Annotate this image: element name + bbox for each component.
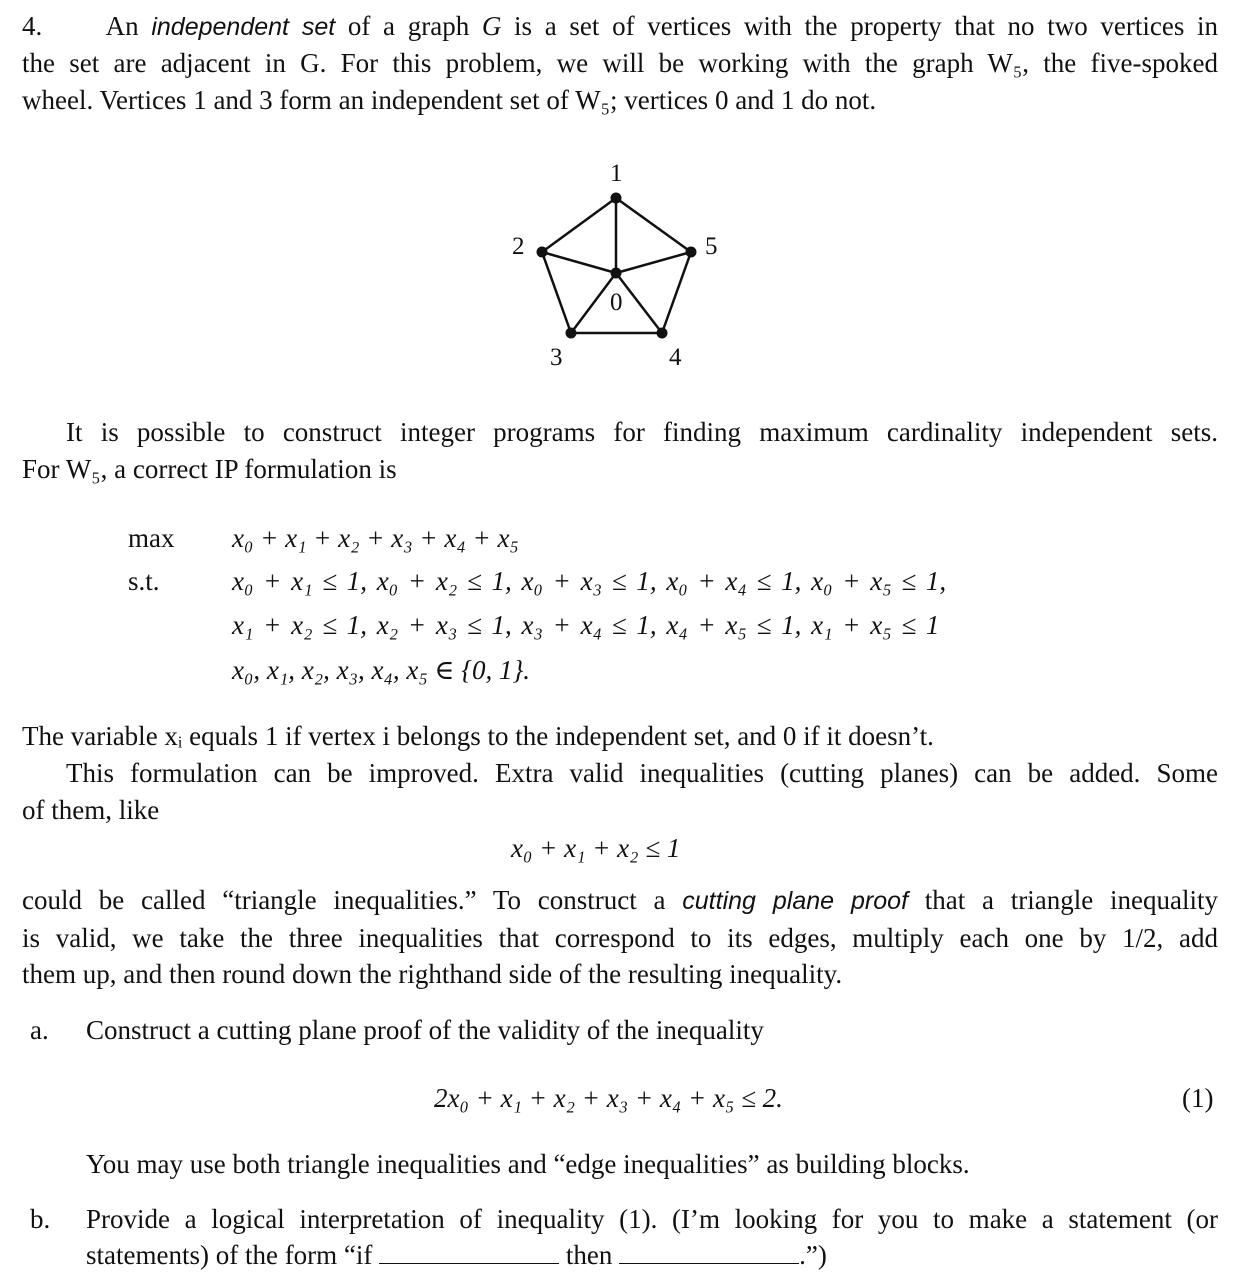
part-b-then: then (565, 1240, 613, 1270)
vertex-1 (611, 193, 622, 204)
vertex-label-2: 2 (512, 233, 525, 260)
part-a-label: a. (30, 1015, 49, 1045)
intro-text-a: An (105, 11, 152, 41)
equation-number-1: (1) (1182, 1083, 1214, 1113)
ip-domain: x₀, x₁, x₂, x₃, x₄, x₅ ∈ {0, 1}. (232, 655, 531, 685)
vertex-label-0: 0 (610, 289, 623, 316)
para2-line-2: For W₅, a correct IP formulation is (22, 454, 397, 484)
edge-2-3 (542, 252, 571, 333)
intro-text-c: is a set of vertices with the property that no two vertices in (501, 11, 1219, 41)
edge-0-2 (542, 252, 616, 273)
edge-1-2 (542, 198, 616, 252)
para4-line-3: them up, and then round down the righthand side of the resulting inequality. (22, 959, 843, 989)
edge-5-1 (616, 198, 691, 252)
part-b-if: statements) of the form “if (86, 1240, 373, 1270)
intro-line-3: wheel. Vertices 1 and 3 form an independent set of W₅; vertices 0 and 1 do not. (22, 85, 877, 115)
triangle-inequality-example: x₀ + x₁ + x₂ ≤ 1 (511, 833, 681, 863)
intro-line-2: the set are adjacent in G. For this problem, we will be working with the graph W₅, the five-spoked (22, 48, 1218, 78)
vertex-0 (611, 268, 622, 279)
para4-line-2: is valid, we take the three inequalities that correspond to its edges, multiply each one by 1/2, add (22, 923, 1218, 953)
para3-line-3: of them, like (22, 795, 160, 825)
para3-line-2: This formulation can be improved. Extra valid inequalities (cutting planes) can be added. Some (66, 758, 1218, 788)
ip-max-label: max (128, 523, 175, 553)
part-b-line-2 (86, 1237, 827, 1274)
vertex-3 (566, 328, 577, 339)
term-independent-set: independent set (151, 13, 336, 41)
part-a-inequality: 2x₀ + x₁ + x₂ + x₃ + x₄ + x₅ ≤ 2. (434, 1083, 783, 1113)
vertex-label-4: 4 (669, 344, 682, 371)
para4-text-b: that a triangle inequality (908, 885, 1218, 915)
intro-line-1 (22, 8, 1218, 46)
ip-objective: x₀ + x₁ + x₂ + x₃ + x₄ + x₅ (232, 523, 519, 553)
vertex-5 (686, 247, 697, 258)
edge-0-5 (616, 252, 691, 273)
ip-constraints-row-2: x₁ + x₂ ≤ 1, x₂ + x₃ ≤ 1, x₃ + x₄ ≤ 1, x₄ + x₅ ≤ 1, x₁ + x₅ ≤ 1 (232, 610, 940, 640)
part-b-line-1: Provide a logical interpretation of inequality (1). (I’m looking for you to make a statement (or (86, 1204, 1218, 1234)
vertex-label-1: 1 (610, 160, 623, 187)
graph-symbol: G (481, 11, 502, 41)
edge-0-4 (616, 273, 662, 333)
part-a-text: Construct a cutting plane proof of the validity of the inequality (86, 1015, 764, 1045)
para3-line-1: The variable xᵢ equals 1 if vertex i belongs to the independent set, and 0 if it doesn’t. (22, 721, 934, 751)
then-blank (619, 1237, 799, 1264)
term-cutting-plane-proof: cutting plane proof (682, 887, 909, 915)
part-b-close: .”) (799, 1240, 827, 1270)
part-a-note: You may use both triangle inequalities and “edge inequalities” as building blocks. (86, 1149, 970, 1179)
problem-number: 4. (22, 11, 43, 41)
para2-line-1: It is possible to construct integer programs for finding maximum cardinality independent sets. (66, 417, 1218, 447)
intro-text-b: of a graph (335, 11, 482, 41)
part-b-label: b. (30, 1204, 51, 1234)
if-blank (379, 1237, 559, 1264)
vertex-4 (657, 328, 668, 339)
vertex-label-3: 3 (550, 344, 563, 371)
vertex-2 (537, 247, 548, 258)
para4-line-1 (22, 882, 1218, 920)
ip-st-label: s.t. (128, 566, 160, 596)
ip-constraints-row-1: x₀ + x₁ ≤ 1, x₀ + x₂ ≤ 1, x₀ + x₃ ≤ 1, x₀ + x₄ ≤ 1, x₀ + x₅ ≤ 1, (232, 566, 947, 596)
wheel-graph (500, 155, 730, 375)
edge-4-5 (662, 252, 691, 333)
para4-text-a: could be called “triangle inequalities.” To construct a (22, 885, 683, 915)
vertex-label-5: 5 (705, 233, 718, 260)
